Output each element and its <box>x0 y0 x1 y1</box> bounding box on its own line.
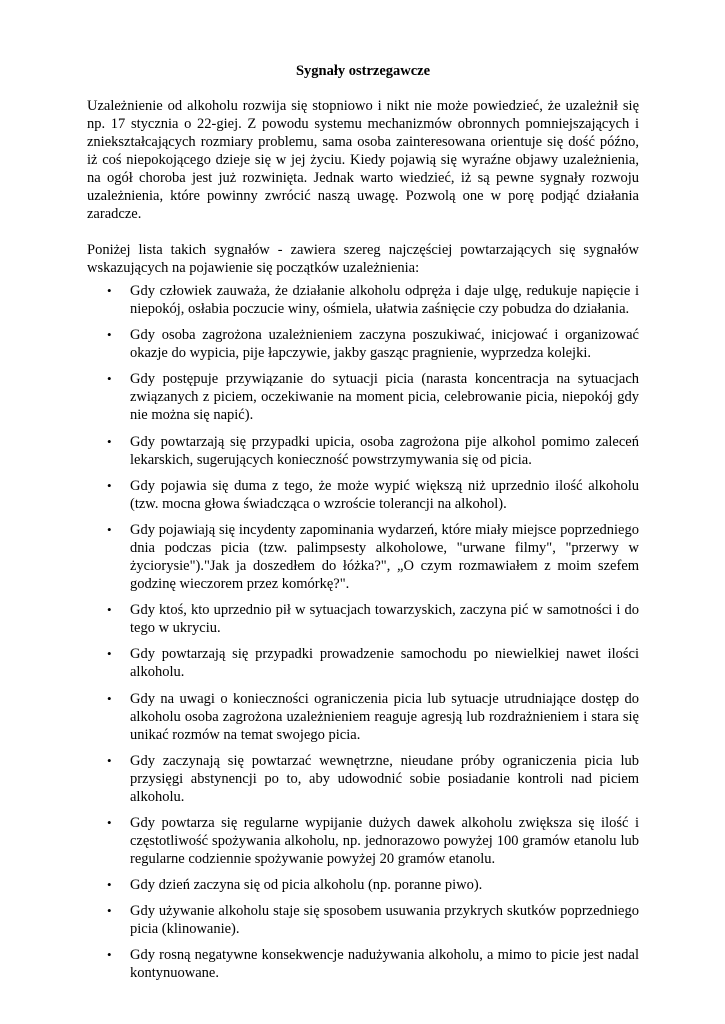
list-intro-paragraph: Poniżej lista takich sygnałów - zawiera szereg najczęściej powtarzających się sygnałów wskazujących na pojawienie się początków uzależnienia: <box>87 242 639 276</box>
list-item <box>87 370 639 424</box>
bullet-icon: • <box>107 433 112 449</box>
list-item <box>87 752 639 806</box>
intro-paragraph: Uzależnienie od alkoholu rozwija się stopniowo i nikt nie może powiedzieć, że uzależnił się np. 17 stycznia o 22-giej. Z powodu systemu mechanizmów obronnych pomniejszających i zniekształcających rozmiary problemu, sama osoba zainteresowana orientuje się dość późno, iż coś niepokojącego dzieje się w jej życiu. Kiedy pojawią się wyraźne objawy uzależnienia, na ogół choroba jest już rozwinięta. Jednak warto wiedzieć, iż są pewne sygnały rozwoju uzależnienia, które powinny zwrócić naszą uwagę. Pozwolą one w porę podjąć działania zaradcze. <box>87 98 639 222</box>
list-item-text: Gdy na uwagi o konieczności ograniczenia picia lub sytuacje utrudniające dostęp do alkoholu osoba zagrożona uzależnieniem reaguje agresją lub rozdrażnieniem i stara się unikać rozmów na temat swojego picia. <box>130 690 639 743</box>
list-item-text: Gdy powtarza się regularne wypijanie dużych dawek alkoholu zwiększa się ilość i częstotliwość spożywania alkoholu, np. jednorazowo powyżej 100 gramów etanolu lub regularne codziennie spożywanie powyżej 20 gramów etanolu. <box>130 814 639 867</box>
document-page <box>87 62 639 991</box>
list-item <box>87 946 639 982</box>
list-item-text: Gdy człowiek zauważa, że działanie alkoholu odpręża i daje ulgę, redukuje napięcie i niepokój, osłabia poczucie winy, ośmiela, ułatwia zaśnięcie czy pobudza do działania. <box>130 283 639 317</box>
bullet-icon: • <box>107 477 112 493</box>
bullet-icon: • <box>107 752 112 768</box>
bullet-icon: • <box>107 521 112 537</box>
list-item-text: Gdy rosną negatywne konsekwencje nadużywania alkoholu, a mimo to picie jest nadal kontynuowane. <box>130 947 639 982</box>
list-item <box>87 326 639 362</box>
bullet-icon: • <box>107 646 112 662</box>
list-item <box>87 902 639 938</box>
list-item <box>87 521 639 593</box>
bullet-icon: • <box>107 690 112 706</box>
list-item <box>87 876 639 894</box>
list-item-text: Gdy dzień zaczyna się od picia alkoholu (np. poranne piwo). <box>130 877 483 894</box>
list-item <box>87 601 639 637</box>
bullet-icon: • <box>107 877 112 893</box>
list-item <box>87 645 639 681</box>
list-item-text: Gdy osoba zagrożona uzależnieniem zaczyna poszukiwać, inicjować i organizować okazje do wypicia, pije łapczywie, jakby gasząc pragnienie, wyprzedza kolejki. <box>130 327 639 362</box>
bullet-icon: • <box>107 947 112 963</box>
bullet-icon: • <box>107 602 112 618</box>
bullet-icon: • <box>107 327 112 343</box>
list-item-text: Gdy zaczynają się powtarzać wewnętrzne, nieudane próby ograniczenia picia lub przysięgi abstynencji po to, aby udowodnić sobie posiadanie kontroli nad piciem alkoholu. <box>130 752 639 805</box>
bullet-icon: • <box>107 814 112 830</box>
bullet-icon: • <box>107 903 112 919</box>
list-item-text: Gdy powtarzają się przypadki prowadzenie samochodu po niewielkiej nawet ilości alkoholu. <box>130 646 639 681</box>
list-item-text: Gdy postępuje przywiązanie do sytuacji picia (narasta koncentracja na sytuacjach związanych z piciem, oczekiwanie na moment picia, celebrowanie picia, niepokój gdy nie można się napić). <box>130 371 639 424</box>
document-title: Sygnały ostrzegawcze <box>295 63 431 79</box>
list-item-text: Gdy pojawiają się incydenty zapominania wydarzeń, które miały miejsce poprzedniego dnia podczas picia (tzw. palimpsesty alkoholowe, "urwane filmy", "przerwy w życiorysie")."Jak ja doszedłem do łóżka?", „O czym rozmawiałem z moim szefem godzinę wieczorem przez komórkę?". <box>130 521 639 592</box>
list-item <box>87 433 639 469</box>
list-item <box>87 690 639 744</box>
warning-signs-list <box>87 282 639 982</box>
bullet-icon: • <box>107 283 112 298</box>
list-item-text: Gdy powtarzają się przypadki upicia, osoba zagrożona pije alkohol pomimo zaleceń lekarskich, sugerujących konieczność powstrzymywania się od picia. <box>130 433 639 468</box>
list-item <box>87 282 639 318</box>
list-item <box>87 477 639 513</box>
list-item-text: Gdy używanie alkoholu staje się sposobem usuwania przykrych skutków poprzedniego picia (klinowanie). <box>130 903 639 938</box>
bullet-icon: • <box>107 371 112 387</box>
list-item <box>87 814 639 868</box>
list-item-text: Gdy ktoś, kto uprzednio pił w sytuacjach towarzyskich, zaczyna pić w samotności i do tego w ukryciu. <box>130 602 639 637</box>
list-item-text: Gdy pojawia się duma z tego, że może wypić większą niż uprzednio ilość alkoholu (tzw. mocna głowa świadcząca o wzroście tolerancji na alkohol). <box>130 477 639 512</box>
